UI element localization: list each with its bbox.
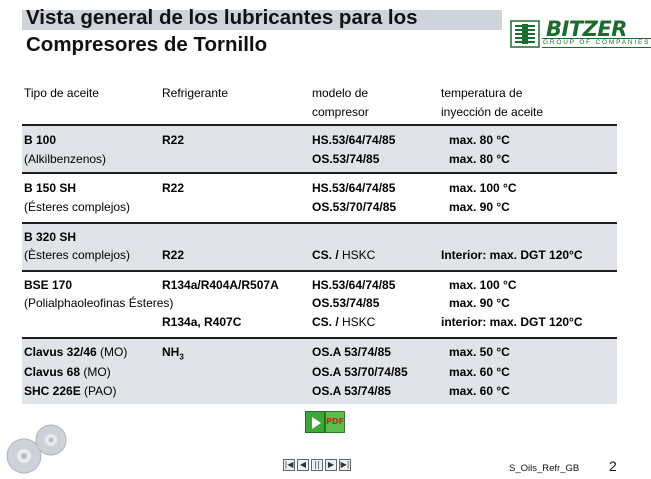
title-line-1: Vista general de los lubricantes para los <box>26 6 418 29</box>
injection-temp: max. 80 °C <box>449 133 510 147</box>
compressor-model <box>312 246 375 265</box>
page-number: 2 <box>609 458 617 474</box>
first-slide-button[interactable]: |◀ <box>284 460 294 469</box>
oil-name-text: SHC 226E <box>24 384 81 398</box>
compressor-model: HS.53/64/74/85 <box>312 181 396 195</box>
compressor-model: HS.53/64/74/85 <box>312 133 396 147</box>
page-title <box>26 4 418 58</box>
refrigerant <box>162 343 184 366</box>
slide-navigation <box>283 459 351 473</box>
row-separator <box>22 270 617 272</box>
header-compressor-model <box>312 84 369 122</box>
oil-type-note: (MO) <box>96 345 128 359</box>
bitzer-logo <box>510 17 651 51</box>
oil-name: B 320 SH <box>24 230 77 244</box>
refrigerant: R22 <box>162 181 185 195</box>
injection-temp: max. 50 °C <box>449 345 510 359</box>
header-temp-line-2: inyección de aceite <box>441 105 544 119</box>
logo-wordmark: BITZER <box>546 17 627 41</box>
header-refrigerant: Refrigerante <box>162 86 229 100</box>
compressor-model: OS.A 53/74/85 <box>312 384 391 398</box>
refrigerant-base: NH <box>162 345 180 359</box>
compressor-model: OS.A 53/70/74/85 <box>312 365 408 379</box>
oil-type: (Polialphaoleofinas Ésteres) <box>24 296 174 310</box>
document-reference: S_Oils_Refr_GB <box>509 463 580 474</box>
oil-name <box>24 363 111 382</box>
injection-temp: max. 90 °C <box>449 296 510 310</box>
header-injection-temp <box>441 84 543 122</box>
oil-name <box>24 382 116 401</box>
header-oil-type: Tipo de aceite <box>24 86 99 100</box>
injection-temp: max. 100 °C <box>449 181 517 195</box>
logo-tagline: GROUP OF COMPANIES <box>543 39 651 46</box>
oil-name: BSE 170 <box>24 278 73 292</box>
compressor-model: OS.53/74/85 <box>312 152 380 166</box>
oil-type: (Ésteres complejos) <box>24 200 131 214</box>
pause-button[interactable]: || <box>311 459 323 471</box>
oil-name-text: Clavus 32/46 <box>24 345 97 359</box>
injection-temp: max. 90 °C <box>449 200 510 214</box>
oil-type-note: (PAO) <box>80 384 117 398</box>
last-slide-button[interactable]: ▶| <box>340 460 350 469</box>
oil-name: B 150 SH <box>24 181 77 195</box>
oil-type-note: (MO) <box>80 365 111 379</box>
injection-temp: max. 100 °C <box>449 278 517 292</box>
oil-type: (Alkilbenzenos) <box>24 152 107 166</box>
title-line-2: Compresores de Tornillo <box>26 33 268 56</box>
header-model-line-1: modelo de <box>312 86 369 100</box>
injection-temp: Interior: max. DGT 120°C <box>441 248 583 262</box>
injection-temp: interior: max. DGT 120°C <box>441 315 583 329</box>
compressor-model: OS.53/70/74/85 <box>312 200 397 214</box>
play-button[interactable] <box>305 411 325 433</box>
model-prefix: CS. / <box>312 315 339 329</box>
model-prefix: CS. / <box>312 248 339 262</box>
refrigerant: R22 <box>162 133 185 147</box>
pdf-button[interactable]: PDF <box>325 411 345 433</box>
refrigerant: R22 <box>162 248 185 262</box>
previous-slide-button[interactable]: ◀ <box>297 459 309 471</box>
refrigerant: R134a, R407C <box>162 315 242 329</box>
pdf-links <box>305 411 345 433</box>
header-temp-line-1: temperatura de <box>441 86 523 100</box>
compressor-model: HS.53/64/74/85 <box>312 278 396 292</box>
compressor-model: OS.53/74/85 <box>312 296 380 310</box>
header-model-line-2: compresor <box>312 105 369 119</box>
title-band <box>22 4 502 62</box>
injection-temp: max. 80 °C <box>449 152 510 166</box>
injection-temp: max. 60 °C <box>449 365 510 379</box>
row-separator <box>22 172 617 174</box>
bitzer-emblem-icon <box>510 20 540 48</box>
oil-name-text: Clavus 68 <box>24 365 81 379</box>
refrigerant: R134a/R404A/R507A <box>162 278 279 292</box>
compressor-model <box>312 313 375 332</box>
oil-name: B 100 <box>24 133 57 147</box>
gears-icon <box>4 418 70 476</box>
injection-temp: max. 60 °C <box>449 384 510 398</box>
model-suffix: HSKC <box>338 248 376 262</box>
oil-type: (Èsteres complejos) <box>24 248 131 262</box>
compressor-model: OS.A 53/74/85 <box>312 345 391 359</box>
refrigerant-subscript: 3 <box>179 352 184 362</box>
model-suffix: HSKC <box>338 315 376 329</box>
oil-name <box>24 343 127 362</box>
next-slide-button[interactable]: ▶ <box>325 459 337 471</box>
